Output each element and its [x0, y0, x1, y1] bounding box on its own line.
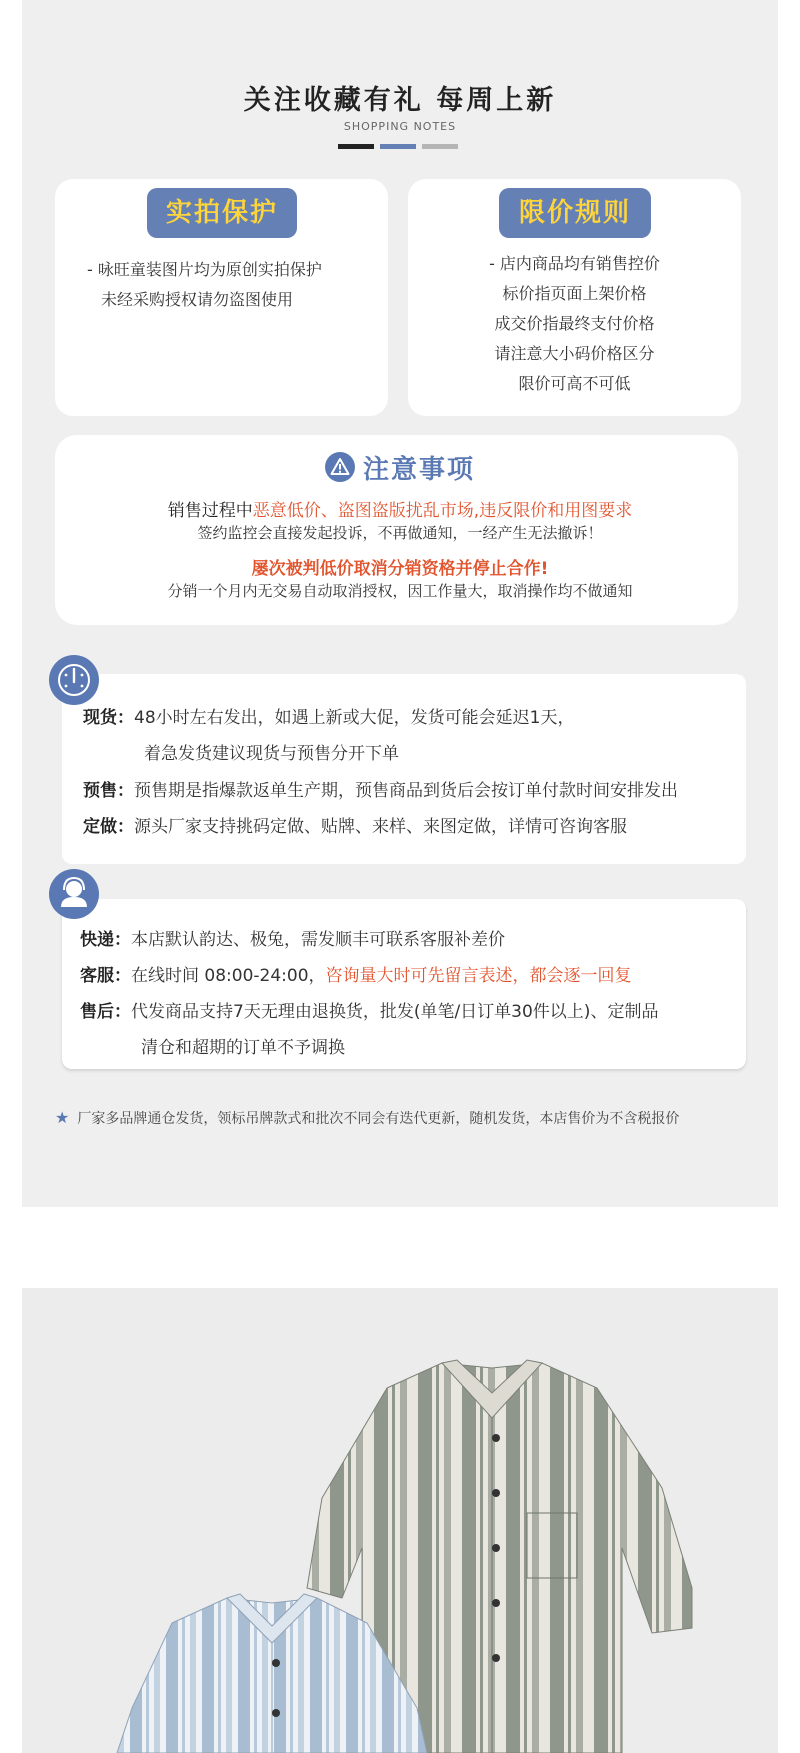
pricing-line-5: 限价可高不可低: [518, 374, 631, 393]
warning-icon: [325, 452, 355, 482]
protection-line-1: - 咏旺童装图片均为原创实拍保护: [87, 260, 322, 279]
express-row: [80, 925, 505, 950]
pricing-line-3: 成交价指最终支付价格: [494, 314, 655, 333]
after-sales-text-2: 清仓和超期的订单不予调换: [141, 1038, 345, 1058]
photo-protection-badge: 实拍保护: [147, 188, 297, 238]
cs-highlight: 咨询量大时可先留言表述，都会逐一回复: [325, 966, 632, 986]
cs-label: 客服：: [80, 966, 131, 986]
after-sales-row: [80, 997, 658, 1022]
custom-row: [83, 812, 627, 837]
customer-service-row: [80, 961, 632, 986]
custom-label: 定做：: [83, 817, 134, 837]
price-rules-card: [408, 179, 741, 416]
page-title: 关注收藏有礼 每周上新: [243, 85, 557, 116]
notice-line-1-prefix: 销售过程中: [167, 501, 253, 521]
after-sales-text: 代发商品支持7天无理由退换货，批发(单笔/日订单30件以上)、定制品: [131, 1002, 659, 1022]
divider-bar-gray: [422, 144, 458, 149]
protection-line-2: 未经采购授权请勿盗图使用: [101, 290, 294, 309]
pricing-line-2: 标价指页面上架价格: [502, 284, 647, 303]
notice-line-1: [0, 496, 800, 521]
after-sales-label: 售后：: [80, 1002, 131, 1022]
express-label: 快递：: [80, 930, 131, 950]
express-text: 本店默认韵达、极兔，需发顺丰可联系客服补差价: [131, 930, 505, 950]
title-divider-bars: [338, 144, 458, 149]
product-photo: [22, 1288, 778, 1753]
customer-service-icon: [49, 869, 99, 919]
footer-note: [55, 1108, 679, 1128]
divider-bar-blue: [380, 144, 416, 149]
cs-text: 在线时间 08:00-24:00，: [131, 966, 326, 986]
price-rules-text: [408, 249, 741, 399]
spot-note: 着急发货建议现货与预售分开下单: [144, 744, 399, 764]
photo-protection-text: [87, 255, 322, 315]
notice-line-4: 分销一个月内无交易自动取消授权，因工作量大，取消操作均不做通知: [167, 582, 633, 600]
divider-bar-black: [338, 144, 374, 149]
footer-note-text: 厂家多品牌通仓发货，领标吊牌款式和批次不同会有迭代更新，随机发货，本店售价为不含税报价: [77, 1111, 680, 1127]
notice-line-1-highlight: 恶意低价、盗图盗版扰乱市场,违反限价和用图要求: [252, 501, 633, 521]
notice-line-3: 屡次被判低价取消分销资格并停止合作!: [251, 559, 549, 579]
photo-protection-card: [55, 179, 388, 416]
custom-text: 源头厂家支持挑码定做、贴牌、来样、来图定做，详情可咨询客服: [134, 817, 627, 837]
notice-heading: [0, 449, 800, 486]
price-rules-badge: 限价规则: [499, 188, 651, 238]
presale-text: 预售期是指爆款返单生产期，预售商品到货后会按订单付款时间安排发出: [134, 781, 678, 801]
spot-text: 48小时左右发出，如遇上新或大促，发货可能会延迟1天，: [134, 708, 575, 728]
presale-label: 预售：: [83, 781, 134, 801]
spot-row: [83, 703, 574, 728]
spot-label: 现货：: [83, 708, 134, 728]
notice-line-2: 签约监控会直接发起投诉，不再做通知，一经产生无法撤诉！: [197, 524, 603, 542]
striped-shirts-illustration: [22, 1288, 778, 1753]
presale-row: [83, 776, 678, 801]
page-subtitle: SHOPPING NOTES: [343, 120, 457, 133]
clock-icon: [49, 655, 99, 705]
pricing-line-4: 请注意大小码价格区分: [494, 344, 655, 363]
pricing-line-1: - 店内商品均有销售控价: [489, 254, 660, 273]
notice-title: 注意事项: [362, 455, 475, 485]
star-icon: ★: [55, 1108, 70, 1127]
